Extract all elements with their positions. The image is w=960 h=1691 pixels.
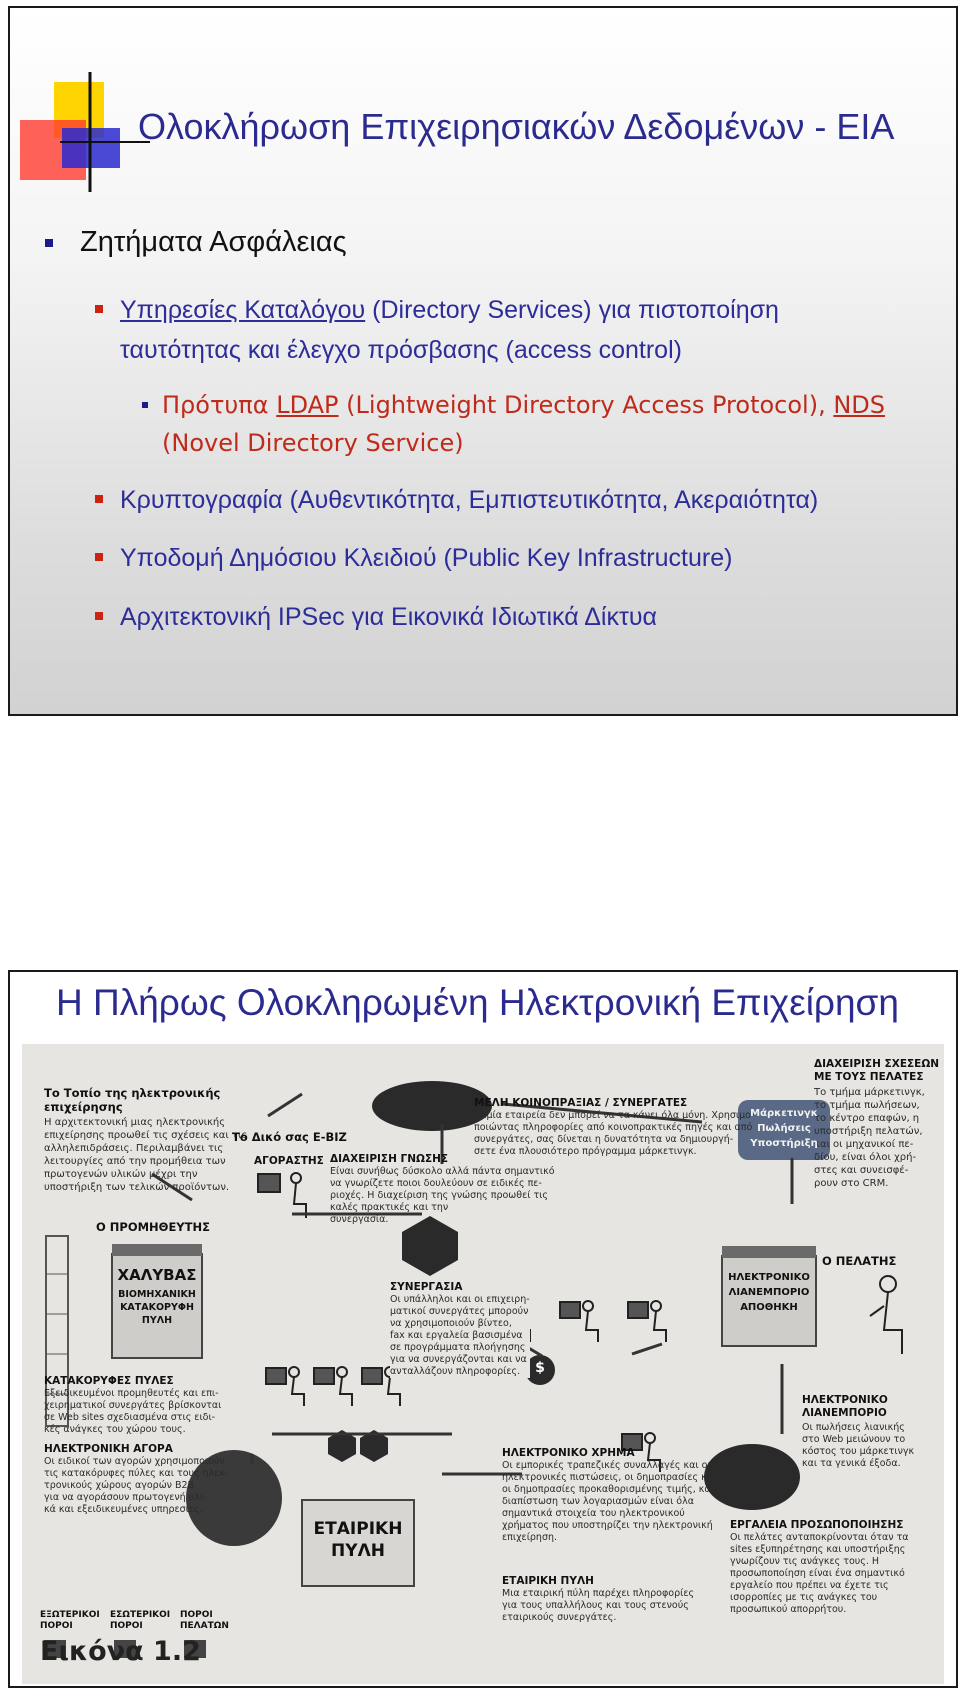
steel-portal-title: ΧΑΛΥΒΑΣ [117,1266,197,1284]
ebusiness-figure [22,1044,944,1684]
bullet-pki: Υποδομή Δημόσιου Κλειδιού (Public Key Infrastructure) [120,538,732,578]
marketing-box-label: Μάρκετινγκ Πωλήσεις Υποστήριξη [750,1108,818,1149]
slide-1 [8,6,958,716]
retail-store-label: ΗΛΕΚΤΡΟΝΙΚΟ ΛΙΑΝΕΜΠΟΡΙΟ ΑΠΟΘΗΚΗ [728,1272,810,1313]
bullet-heading: Ζητήματα Ασφάλειας [80,226,347,259]
nds-link[interactable]: NDS [833,391,886,419]
slide-title: Η Πλήρως Ολοκληρωμένη Ηλεκτρονική Επιχείρηση [56,982,899,1023]
legend-external-label: ΕΞΩΤΕΡΙΚΟΙ ΠΟΡΟΙ [40,1610,100,1631]
slide-title: Ολοκλήρωση Επιχειρησιακών Δεδομένων - ΕΙΑ [138,106,895,147]
eretail-text: Οι πωλήσεις λιανικής στο Web μειώνουν το κόστος του μάρκετινγκ και τα γενικά έξοδα. [802,1422,915,1469]
bullet-cryptography: Κρυπτογραφία (Αυθεντικότητα, Εμπιστευτικότητα, Ακεραιότητα) [120,480,818,520]
meli-title: ΜΕΛΗ ΚΟΙΝΟΠΡΑΞΙΑΣ / ΣΥΝΕΡΓΑΤΕΣ [474,1097,688,1109]
emarket-text: Οι ειδικοί των αγορών χρησιμοποιούν τις κατακόρυφες πύλες και τους ηλεκ- τρονικούς χώρους αγορών B2B για να αγοράσουν πρωτογενή υλι- κά και εξειδικευμένες υπηρεσίες. [44,1456,229,1515]
vertical-portals-text: Εξειδικευμένοι προμηθευτές και επι- χειρηματικοί συνεργάτες βρίσκονται σε Web sites σχεδιασμένα στις ειδι- κές ανάγκες του χώρου τους. [44,1388,222,1435]
directory-services-link[interactable]: Υπηρεσίες Καταλόγου [120,296,366,324]
emarket-title: ΗΛΕΚΤΡΟΝΙΚΗ ΑΓΟΡΑ [44,1443,173,1455]
bullet-directory-services: Υπηρεσίες Καταλόγου (Directory Services) για πιστοποίηση ταυτότητας και έλεγχο πρόσβασης (access control) [120,290,779,370]
crm-title: ΔΙΑΧΕΙΡΙΣΗ ΣΧΕΣΕΩΝ ΜΕ ΤΟΥΣ ΠΕΛΑΤΕΣ [814,1058,940,1083]
square-bullet-icon [142,402,148,408]
dikos-sas-label: Το Δικό σας E-BIZ [232,1130,347,1144]
collab-title: ΣΥΝΕΡΓΑΣΙΑ [390,1281,463,1293]
dollar-icon: $ [535,1360,545,1376]
topos-text: Η αρχιτεκτονική μιας ηλεκτρονικής επιχείρησης προωθεί τις σχέσεις και τις αλληλεπιδράσεις. Περιλαμβάνει τις λειτουργίες από την προμήθεια των πρωτογενών υλικών μέχρι την υποστήριξη των τελικών προϊόντων. [44,1117,248,1193]
bullet-ldap-nds: Πρότυπα LDAP (Lightweight Directory Access Protocol), NDS (Novel Directory Service) [162,386,885,462]
supplier-label: Ο ΠΡΟΜΗΘΕΥΤΗΣ [96,1220,210,1234]
slide-2 [8,970,958,1688]
square-bullet-icon [45,239,53,247]
buyer-label: ΑΓΟΡΑΣΤΗΣ [254,1155,324,1167]
steel-portal-sub: ΒΙΟΜΗΧΑΝΙΚΗ ΚΑΤΑΚΟΡΥΦΗ ΠΥΛΗ [118,1289,196,1326]
square-bullet-icon [95,612,103,620]
vertical-portals-title: ΚΑΤΑΚΟΡΥΦΕΣ ΠΥΛΕΣ [44,1375,174,1387]
emoney-text: Οι εμπορικές τραπεζικές συναλλαγές και οι ηλεκτρονικές πιστώσεις, οι δημοπρασίες και οι δημοπρασίες προκαθορισμένης τιμής, και η διαπίστωση των λογαριασμών είναι όλα σημαντικά στοιχεία του ηλεκτρονικού χρήματος που υποστηρίζει την ηλεκτρονική επιχείρηση. [502,1460,723,1543]
legend-internal-label: ΕΣΩΤΕΡΙΚΟΙ ΠΟΡΟΙ [110,1610,171,1631]
emoney-title: ΗΛΕΚΤΡΟΝΙΚΟ ΧΡΗΜΑ [502,1447,635,1459]
customer-label: Ο ΠΕΛΑΤΗΣ [822,1254,897,1268]
square-bullet-icon [95,495,103,503]
corp-portal-text: Μια εταιρική πύλη παρέχει πληροφορίες για τους υπαλλήλους και τους στενούς εταιρικούς συνεργάτες. [502,1588,695,1623]
decorative-logo [10,8,150,198]
crm-text: Το τμήμα μάρκετινγκ, το τμήμα πωλήσεων, το κέντρο επαφών, η υποστήριξη πελατών, και οι μηχανικοί πε- δίου, είναι όλοι χρή- στες και συνεισφέ- ρουν στο CRM. [814,1087,925,1189]
bullet-ipsec: Αρχιτεκτονική IPSec για Εικονικά Ιδιωτικά Δίκτυα [120,597,657,637]
figure-caption: Εικόνα 1.2 [40,1636,201,1667]
ldap-link[interactable]: LDAP [276,391,339,419]
portal-box-label: ΕΤΑΙΡΙΚΗ ΠΥΛΗ [313,1519,403,1561]
collab-text: Οι υπάλληλοι και οι επιχειρη- ματικοί συνεργάτες μπορούν να χρησιμοποιούν βίντεο, fax και εργαλεία βασισμένα σε προγράμματα πλοήγησης για να συνεργάζονται και να ανταλλάζουν πληροφορίες. [390,1294,530,1377]
knowledge-text: Είναι συνήθως δύσκολο αλλά πάντα σημαντικό να γνωρίζετε ποιοι δουλεύουν σε ειδικές πε- ριοχές. Η διαχείριση της γνώσης προωθεί τις καλές πρακτικές και την συνεργασία. [330,1166,555,1225]
eretail-title: ΗΛΕΚΤΡΟΝΙΚΟ ΛΙΑΝΕΜΠΟΡΙΟ [802,1394,888,1419]
personalization-title: ΕΡΓΑΛΕΙΑ ΠΡΟΣΩΠΟΠΟΙΗΣΗΣ [730,1519,904,1531]
legend-customer-label: ΠΟΡΟΙ ΠΕΛΑΤΩΝ [180,1610,229,1631]
square-bullet-icon [95,305,103,313]
meli-text: Καμία εταιρεία δεν μπορεί να τα κάνει όλα μόνη. Χρησιμο- ποιώντας πληροφορίες από κοινοπρακτικές πηγές και από συνεργάτες, σας δίνεται η δυνατότητα να δημιουργή- σετε ένα πλουσιότερο πρόγραμμα μάρκετινγκ. [474,1110,755,1157]
corp-portal-title: ΕΤΑΙΡΙΚΗ ΠΥΛΗ [502,1575,594,1587]
topos-title: Το Τοπίο της ηλεκτρονικής επιχείρησης [44,1086,221,1114]
knowledge-title: ΔΙΑΧΕΙΡΙΣΗ ΓΝΩΣΗΣ [330,1153,449,1165]
square-bullet-icon [95,553,103,561]
personalization-text: Οι πελάτες ανταποκρίνονται όταν τα sites εξυπηρέτησης και υποστήριξης γνωρίζουν τις ανάγκες τους. Η προσωποποίηση είναι ένα σημαντικό εργαλείο που πρέπει να έχετε τις ισορροπίες με τις ανάγκες του προσωπικού απορρήτου. [730,1532,909,1615]
